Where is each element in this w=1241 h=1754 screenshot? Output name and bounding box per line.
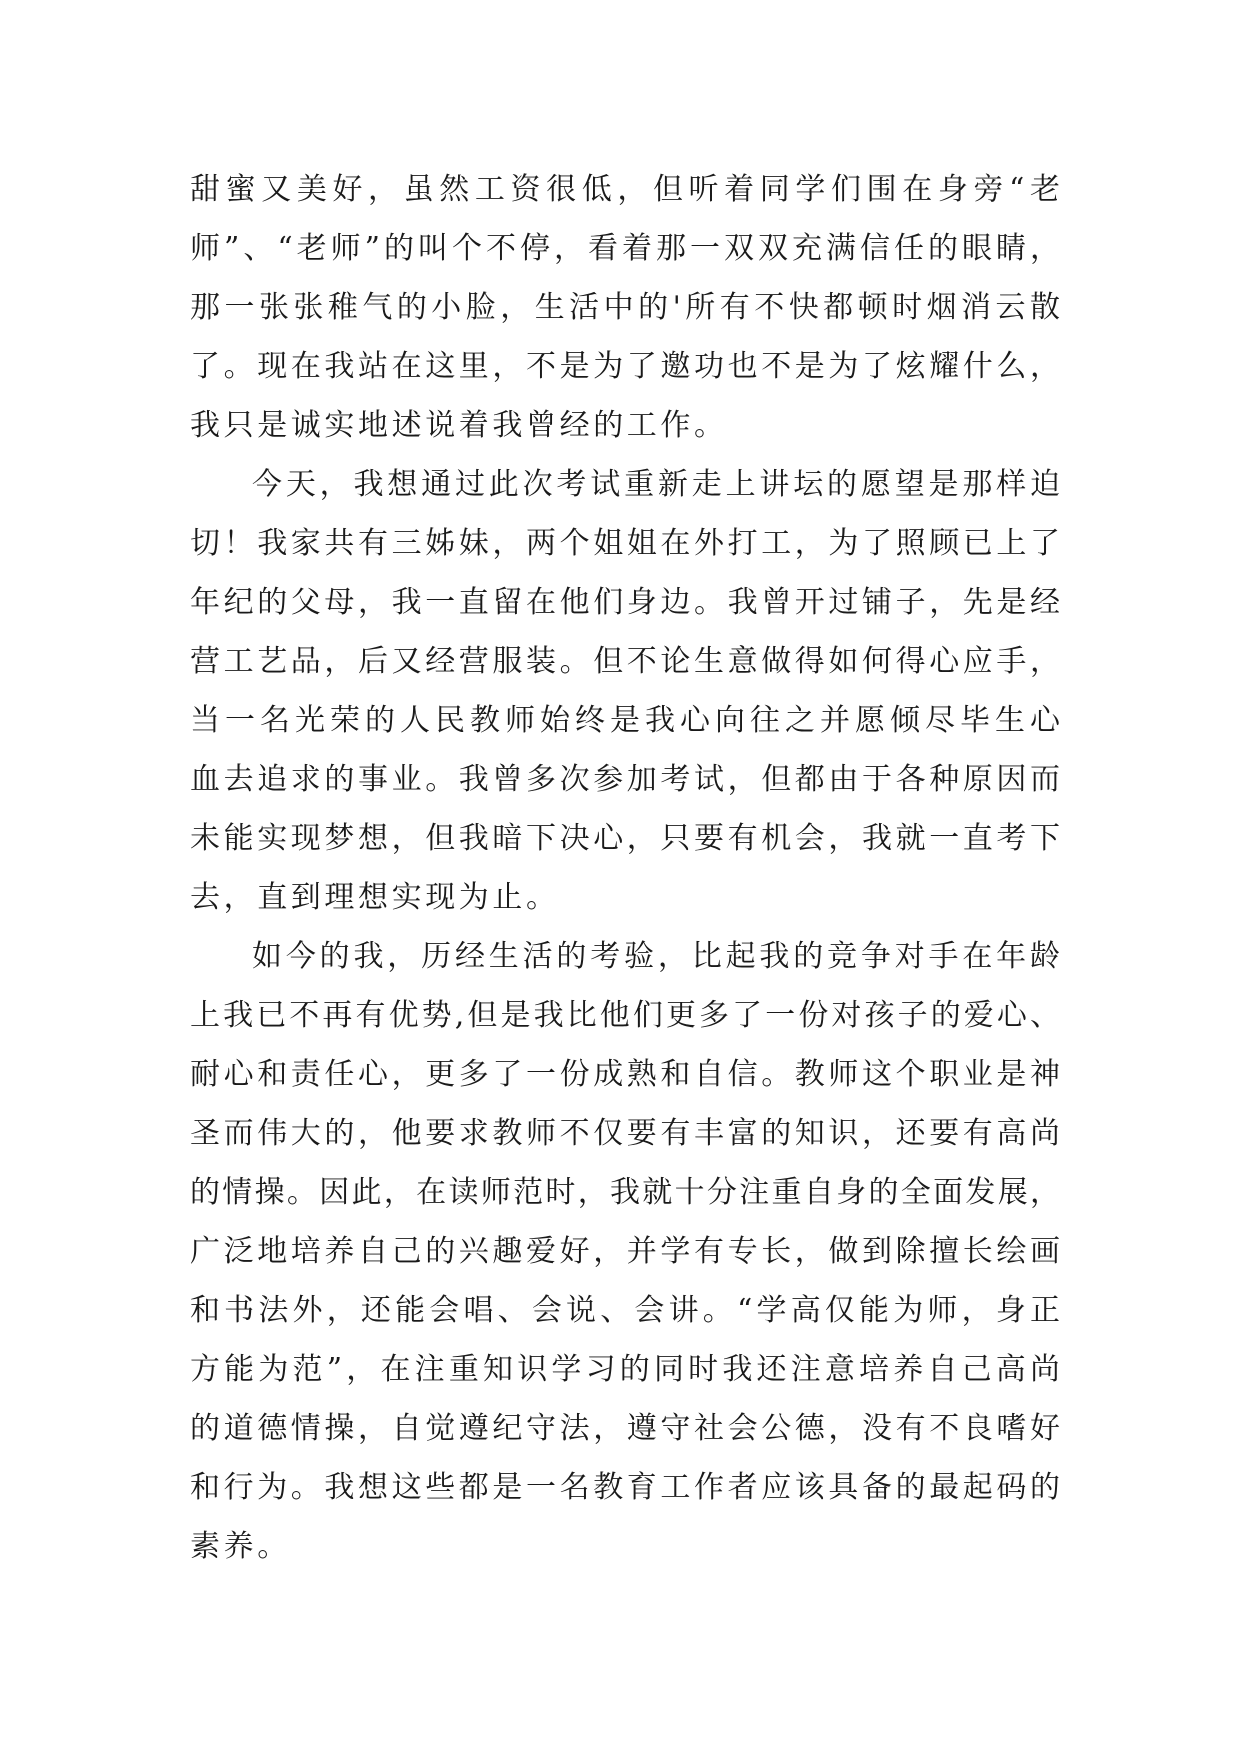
text-line: 去，直到理想实现为止。 <box>190 880 560 915</box>
text-line: 广泛地培养自己的兴趣爱好，并学有专长，做到除擅长绘画 <box>190 1234 1060 1269</box>
text-line: 那一张张稚气的小脸，生活中的'所有不快都顿时烟消云散 <box>190 290 1060 325</box>
text-line: 未能实现梦想，但我暗下决心，只要有机会，我就一直考下 <box>190 821 1060 856</box>
text-line: 的情操。因此，在读师范时，我就十分注重自身的全面发展， <box>190 1175 1060 1210</box>
paragraph-1 <box>190 160 1060 455</box>
text-line: 了。现在我站在这里，不是为了邀功也不是为了炫耀什么， <box>190 349 1060 384</box>
text-line: 血去追求的事业。我曾多次参加考试，但都由于各种原因而 <box>190 762 1060 797</box>
text-line: 上我已不再有优势,但是我比他们更多了一份对孩子的爱心、 <box>190 998 1060 1033</box>
text-line: 耐心和责任心，更多了一份成熟和自信。教师这个职业是神 <box>190 1057 1060 1092</box>
text-line: 和书法外，还能会唱、会说、会讲。“学高仅能为师，身正 <box>190 1293 1060 1328</box>
text-line: 营工艺品，后又经营服装。但不论生意做得如何得心应手， <box>190 644 1060 679</box>
text-line: 今天，我想通过此次考试重新走上讲坛的愿望是那样迫 <box>252 467 1060 502</box>
text-line: 素养。 <box>190 1529 291 1564</box>
paragraph-2 <box>190 455 1060 927</box>
text-line: 和行为。我想这些都是一名教育工作者应该具备的最起码的 <box>190 1470 1060 1505</box>
text-line: 当一名光荣的人民教师始终是我心向往之并愿倾尽毕生心 <box>190 703 1060 738</box>
text-line: 师”、“老师”的叫个不停，看着那一双双充满信任的眼睛， <box>190 231 1060 266</box>
text-line: 的道德情操，自觉遵纪守法，遵守社会公德，没有不良嗜好 <box>190 1411 1060 1446</box>
text-line: 年纪的父母，我一直留在他们身边。我曾开过铺子，先是经 <box>190 585 1060 620</box>
text-line: 方能为范”，在注重知识学习的同时我还注意培养自己高尚 <box>190 1352 1060 1387</box>
text-line: 甜蜜又美好，虽然工资很低，但听着同学们围在身旁“老 <box>190 172 1060 207</box>
paragraph-3 <box>190 927 1060 1576</box>
text-line: 切！我家共有三姊妹，两个姐姐在外打工，为了照顾已上了 <box>190 526 1060 561</box>
document-body <box>190 160 1060 1576</box>
text-line: 我只是诚实地述说着我曾经的工作。 <box>190 408 728 443</box>
text-line: 如今的我，历经生活的考验，比起我的竞争对手在年龄 <box>252 939 1060 974</box>
text-line: 圣而伟大的，他要求教师不仅要有丰富的知识，还要有高尚 <box>190 1116 1060 1151</box>
